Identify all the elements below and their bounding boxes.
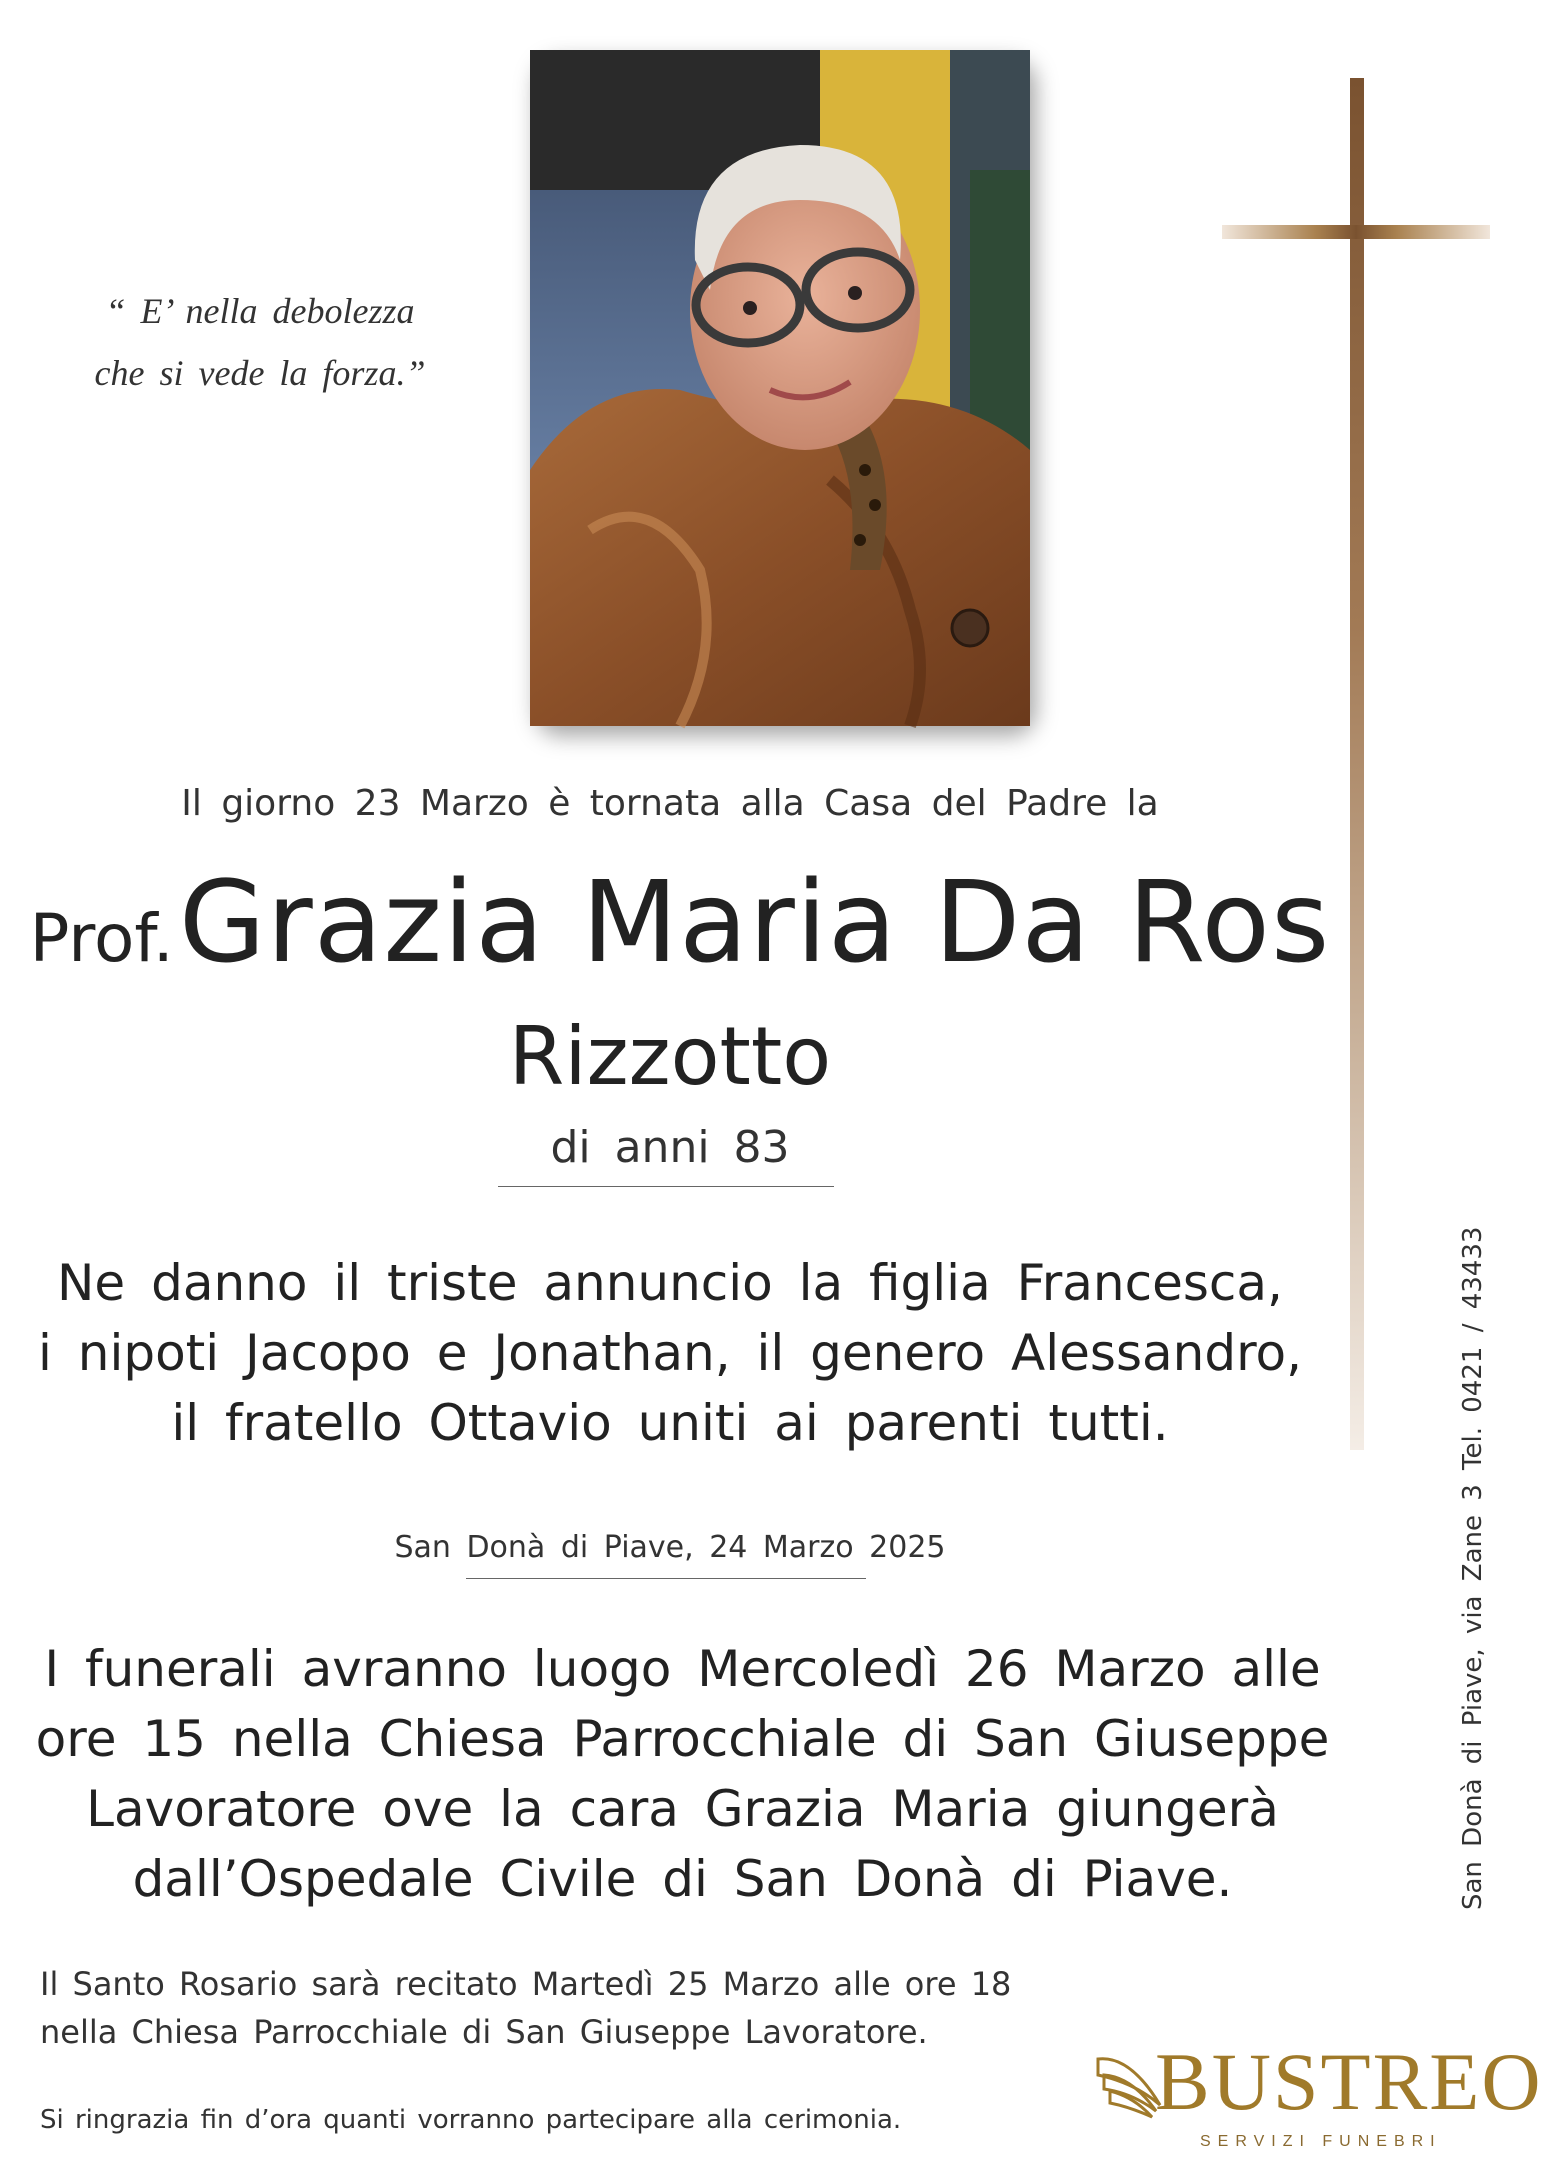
announcement-line-2: i nipoti Jacopo e Jonathan, il genero Alessandro, (37, 1324, 1303, 1382)
intro-text: Il giorno 23 Marzo è tornata alla Casa del Padre la (181, 783, 1159, 824)
place-date: San Donà di Piave, 24 Marzo 2025 (394, 1530, 946, 1565)
funeral-home-address: San Donà di Piave, via Zane 3 Tel. 0421 / 43433 (1458, 1226, 1488, 1910)
funeral-line-3: Lavoratore ove la cara Grazia Maria giungerà (86, 1780, 1279, 1838)
logo-name: BUSTREO (1155, 2036, 1543, 2127)
rosary-line-1: Il Santo Rosario sarà recitato Martedì 25 Marzo alle ore 18 (40, 1965, 1012, 2003)
deceased-name (20, 858, 1340, 988)
date-divider (466, 1578, 866, 1579)
funeral-line-4: dall’Ospedale Civile di San Donà di Piave. (132, 1850, 1233, 1908)
portrait-photo (530, 50, 1030, 726)
age-text: di anni 83 (550, 1122, 790, 1173)
funeral-line-1: I funerali avranno luogo Mercoledì 26 Marzo alle (44, 1640, 1321, 1698)
quote-line-1: “ E’ nella debolezza (105, 291, 415, 331)
rosary-line-2: nella Chiesa Parrocchiale di San Giuseppe Lavoratore. (40, 2013, 928, 2051)
logo-subtitle: SERVIZI FUNEBRI (1200, 2133, 1442, 2150)
announcement-line-3: il fratello Ottavio uniti ai parenti tutti. (171, 1394, 1169, 1452)
epigraph-quote (60, 280, 460, 404)
funeral-details (0, 1634, 1365, 1914)
cross-horizontal-bar (1222, 225, 1490, 239)
thanks-note: Si ringrazia fin d’ora quanti vorranno partecipare alla cerimonia. (40, 2105, 902, 2135)
rosary-notice (40, 1960, 1140, 2056)
quote-line-2: che si vede la forza.” (94, 353, 426, 393)
announcement-line-1: Ne danno il triste annuncio la figlia Francesca, (57, 1254, 1283, 1312)
family-announcement (0, 1248, 1340, 1458)
funeral-line-2: ore 15 nella Chiesa Parrocchiale di San Giuseppe (35, 1710, 1330, 1768)
married-surname: Rizzotto (508, 1010, 832, 1103)
name-full: Grazia Maria Da Ros (178, 858, 1331, 988)
name-title-prefix: Prof. (29, 900, 174, 977)
cross-vertical-bar (1350, 78, 1364, 1450)
bustreo-logo (1090, 2036, 1543, 2157)
age-divider (498, 1186, 834, 1187)
